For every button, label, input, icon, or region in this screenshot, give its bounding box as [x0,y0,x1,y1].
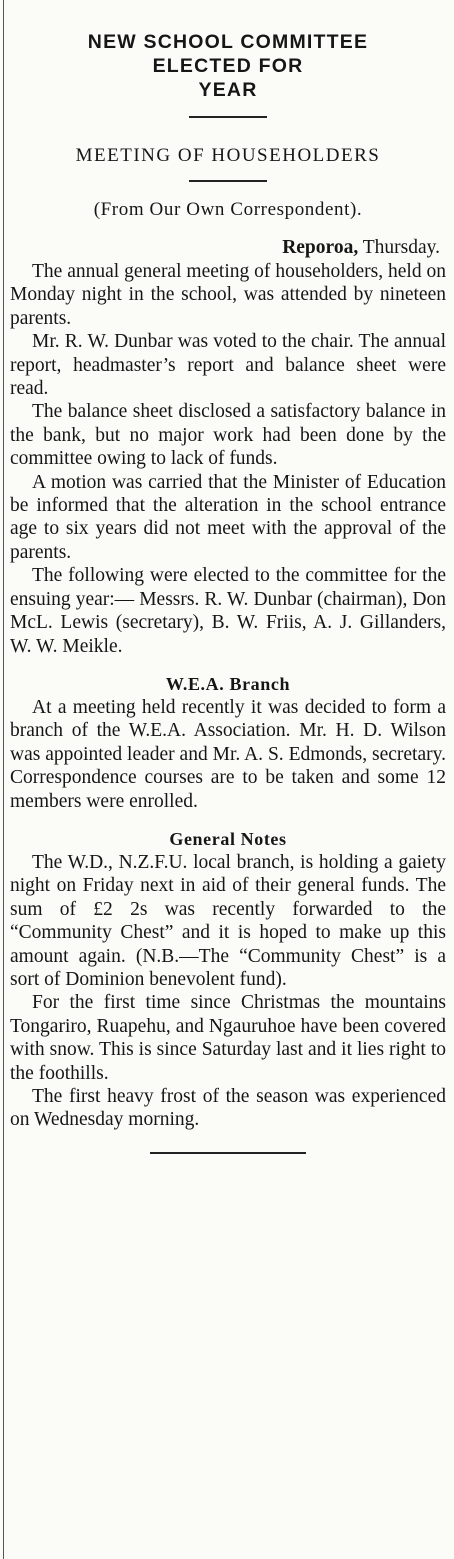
notes-paragraph-3: The first heavy frost of the season was experienced on Wednesday morning. [10,1086,446,1131]
column-rule [3,0,4,1559]
wea-paragraph-1: At a meeting held recently it was decided to form a branch of the W.E.A. Association. Mr. H. D. Wilson was appointed leader and Mr. A. S. Edmonds, secretary. Correspondence courses are to be taken and some 12 members were enrolled. [10,696,446,812]
end-divider [150,1152,306,1154]
headline [10,30,446,102]
byline: (From Our Own Correspondent). [93,199,363,220]
notes-paragraph-1: The W.D., N.Z.F.U. local branch, is holding a gaiety night on Friday next in aid of their general funds. The sum of £2 2s was recently forwarded to the “Community Chest” and it is hoped to make up this amount again. (N.B.—The “Community Chest” is a sort of Dominion benevolent fund). [10,851,446,990]
paragraph-2: Mr. R. W. Dunbar was voted to the chair. The annual report, headmaster’s report and balance sheet were read. [10,331,446,400]
notes-paragraph-2: For the first time since Christmas the mountains Tongariro, Ruapehu, and Ngauruhoe have been covered with snow. This is since Saturday last and it lies right to the foothills. [10,992,446,1084]
dateline-place: Reporoa, [282,237,359,258]
headline-line-1: NEW SCHOOL COMMITTEE [87,31,369,53]
paragraph-3: The balance sheet disclosed a satisfactory balance in the bank, but no major work had been done by the committee owing to lack of funds. [10,401,446,470]
headline-line-2: ELECTED FOR [152,55,304,77]
subheading: MEETING OF HOUSEHOLDERS [75,145,381,166]
news-article [10,0,446,1154]
paragraph-1: The annual general meeting of householders, held on Monday night in the school, was attended by nineteen parents. [10,261,446,329]
section-heading-general-notes: General Notes [169,828,287,849]
headline-divider [189,116,267,118]
dateline [10,236,446,260]
section-heading-wea: W.E.A. Branch [165,673,291,694]
dateline-day: Thursday. [362,237,440,258]
paragraph-5: The following were elected to the committee for the ensuing year:— Messrs. R. W. Dunbar (chairman), Don McL. Lewis (secretary), B. W. Friis, A. J. Gillanders, W. W. Meikle. [10,565,446,657]
paragraph-4: A motion was carried that the Minister of Education be informed that the alteration in the school entrance age to six years did not meet with the approval of the parents. [10,471,446,563]
subheading-divider [189,180,267,182]
headline-line-3: YEAR [198,79,258,101]
